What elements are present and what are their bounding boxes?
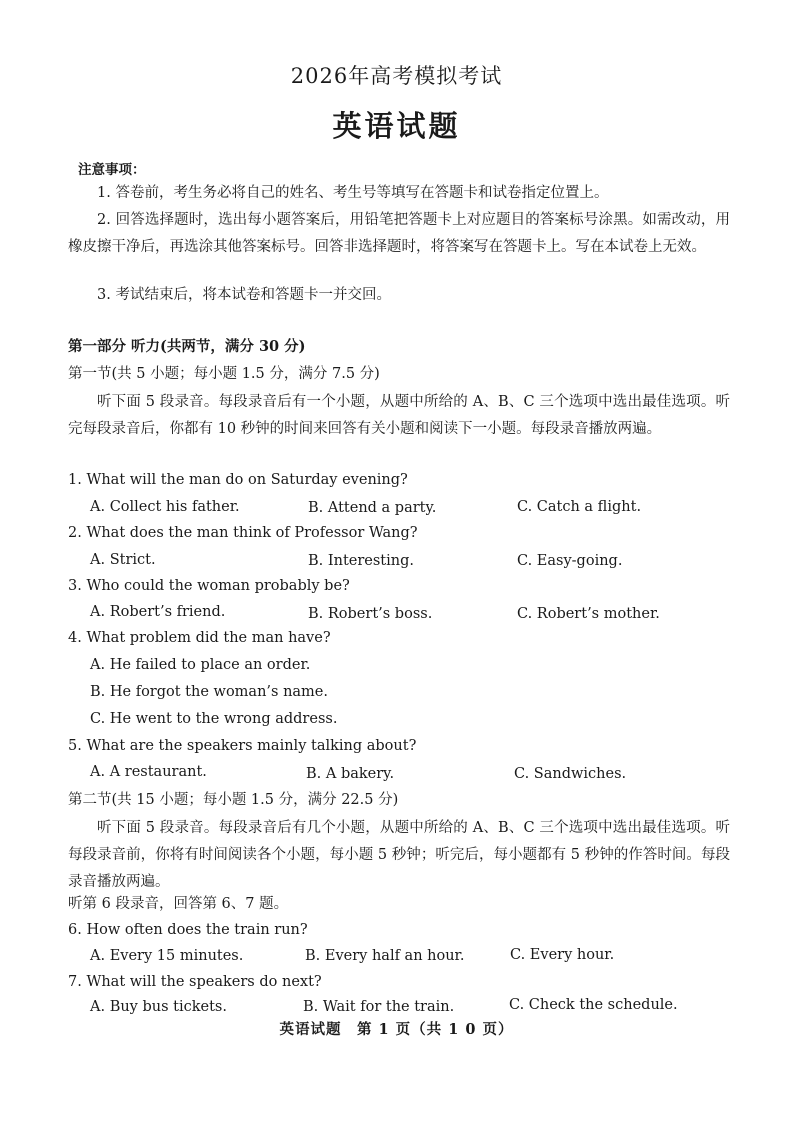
question-3-stem: 3. Who could the woman probably be?: [68, 578, 350, 594]
question-1-option-a: A. Collect his father.: [90, 499, 240, 515]
section1-instructions: 听下面 5 段录音。每段录音后有一个小题，从题中所给的 A、B、C 三个选项中选出最佳选项。听完每段录音后，你都有 10 秒钟的时间来回答有关小题和阅读下一小题。每段录音播放两遍。: [68, 394, 730, 437]
section2-heading: 第二节(共 15 小题；每小题 1.5 分，满分 22.5 分): [68, 792, 399, 808]
question-1-option-b: B. Attend a party.: [308, 500, 437, 516]
question-3-option-b: B. Robert’s boss.: [308, 606, 433, 622]
question-7-option-c: C. Check the schedule.: [509, 997, 678, 1013]
question-2-option-b: B. Interesting.: [308, 553, 414, 569]
question-7-stem: 7. What will the speakers do next?: [68, 974, 322, 990]
question-4-stem: 4. What problem did the man have?: [68, 630, 331, 646]
question-3-option-c: C. Robert’s mother.: [517, 606, 660, 622]
question-6-option-a: A. Every 15 minutes.: [90, 948, 244, 964]
question-4-option-a: A. He failed to place an order.: [90, 657, 311, 673]
section2-instructions: 听下面 5 段录音。每段录音后有几个小题，从题中所给的 A、B、C 三个选项中选出最佳选项。听每段录音前，你将有时间阅读各个小题，每小题 5 秒钟；听完后，每小题都有 5 秒钟的作答时间。每段录音播放两遍。: [68, 820, 730, 890]
question-7-option-a: A. Buy bus tickets.: [90, 999, 227, 1015]
notice-item-1: 1. 答卷前，考生务必将自己的姓名、考生号等填写在答题卡和试卷指定位置上。: [97, 185, 609, 201]
question-2-option-a: A. Strict.: [90, 552, 156, 568]
page-footer: 英语试题 第 1 页（共 1 0 页）: [279, 1021, 514, 1038]
question-5-option-a: A. A restaurant.: [90, 764, 207, 780]
question-6-option-c: C. Every hour.: [510, 947, 615, 963]
question-2-stem: 2. What does the man think of Professor Wang?: [68, 525, 418, 541]
question-5-option-c: C. Sandwiches.: [514, 766, 627, 782]
notice-item-2: 2. 回答选择题时，选出每小题答案后，用铅笔把答题卡上对应题目的答案标号涂黑。如需改动，用橡皮擦干净后，再选涂其他答案标号。回答非选择题时，将答案写在答题卡上。写在本试卷上无效。: [68, 212, 730, 255]
question-4-option-b: B. He forgot the woman’s name.: [90, 684, 328, 700]
question-6-option-b: B. Every half an hour.: [305, 948, 465, 964]
question-5-option-b: B. A bakery.: [306, 766, 395, 782]
notice-item-3: 3. 考试结束后，将本试卷和答题卡一并交回。: [97, 287, 391, 303]
exam-title: 2026年高考模拟考试: [290, 64, 503, 88]
question-3-option-a: A. Robert’s friend.: [90, 604, 226, 620]
section2-sub-heading: 听第 6 段录音，回答第 6、7 题。: [68, 896, 289, 912]
question-4-option-c: C. He went to the wrong address.: [90, 711, 338, 727]
subject-title: 英语试题: [332, 109, 461, 143]
question-6-stem: 6. How often does the train run?: [68, 922, 308, 938]
question-1-option-c: C. Catch a flight.: [517, 499, 642, 515]
part1-heading: 第一部分 听力(共两节，满分 30 分): [68, 338, 306, 355]
question-1-stem: 1. What will the man do on Saturday evening?: [68, 472, 408, 488]
question-2-option-c: C. Easy-going.: [517, 553, 623, 569]
notice-heading: 注意事项：: [78, 162, 146, 178]
section1-heading: 第一节(共 5 小题；每小题 1.5 分，满分 7.5 分): [68, 366, 380, 382]
question-7-option-b: B. Wait for the train.: [303, 999, 455, 1015]
question-5-stem: 5. What are the speakers mainly talking about?: [68, 738, 417, 754]
